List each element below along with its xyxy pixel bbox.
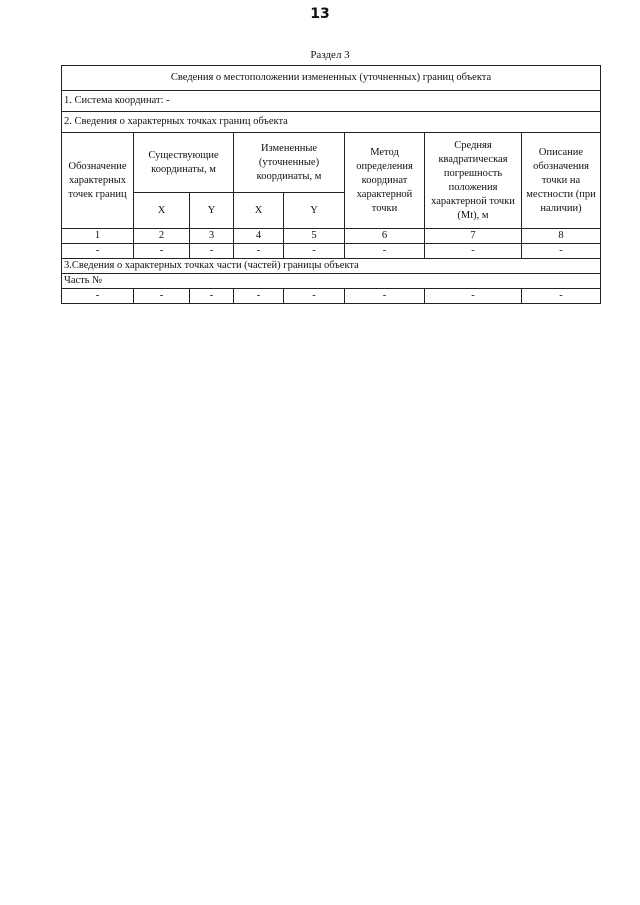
table-cell: - (284, 289, 345, 304)
header-y-existing: Y (190, 193, 234, 229)
table-cell: - (522, 244, 601, 259)
table-cell: - (345, 244, 425, 259)
part-heading-row (62, 259, 601, 274)
header-error: Средняя квадратическая погрешность положения характерной точки (Mt), м (425, 133, 522, 229)
coord-system: 1. Система координат: - (62, 91, 601, 112)
table-cell: - (190, 244, 234, 259)
section-title: Раздел 3 (310, 49, 350, 61)
table-cell: - (425, 289, 522, 304)
header-changed: Измененные (уточненные) координаты, м (234, 133, 345, 193)
column-number-row (62, 229, 601, 244)
column-number: 1 (62, 229, 134, 244)
table-title-row (62, 66, 601, 91)
coord-system-row (62, 91, 601, 112)
part-label-row (62, 274, 601, 289)
part-label: Часть № (62, 274, 601, 289)
table-cell: - (62, 289, 134, 304)
table-cell: - (345, 289, 425, 304)
page-number: 13 (310, 6, 330, 22)
column-number: 4 (234, 229, 284, 244)
column-number: 6 (345, 229, 425, 244)
table-cell: - (62, 244, 134, 259)
table-row (62, 244, 601, 259)
header-x-existing: X (134, 193, 190, 229)
header-method: Метод определения координат характерной точки (345, 133, 425, 229)
header-x-changed: X (234, 193, 284, 229)
header-designation: Обозначение характерных точек границ (62, 133, 134, 229)
points-heading-row (62, 112, 601, 133)
column-number: 8 (522, 229, 601, 244)
table-cell: - (234, 244, 284, 259)
table-title: Сведения о местоположении измененных (уточненных) границ объекта (62, 66, 601, 91)
table-cell: - (190, 289, 234, 304)
table-cell: - (134, 289, 190, 304)
points-heading: 2. Сведения о характерных точках границ объекта (62, 112, 601, 133)
column-number: 5 (284, 229, 345, 244)
table-row (62, 289, 601, 304)
header-row-1 (62, 133, 601, 193)
table-cell: - (425, 244, 522, 259)
column-number: 7 (425, 229, 522, 244)
column-number: 2 (134, 229, 190, 244)
header-description: Описание обозначения точки на местности (при наличии) (522, 133, 601, 229)
table-cell: - (234, 289, 284, 304)
column-number: 3 (190, 229, 234, 244)
part-heading: 3.Сведения о характерных точках части (частей) границы объекта (62, 259, 601, 274)
header-existing: Существующие координаты, м (134, 133, 234, 193)
table-cell: - (134, 244, 190, 259)
header-y-changed: Y (284, 193, 345, 229)
table-cell: - (284, 244, 345, 259)
table-cell: - (522, 289, 601, 304)
boundary-points-table (61, 65, 601, 304)
